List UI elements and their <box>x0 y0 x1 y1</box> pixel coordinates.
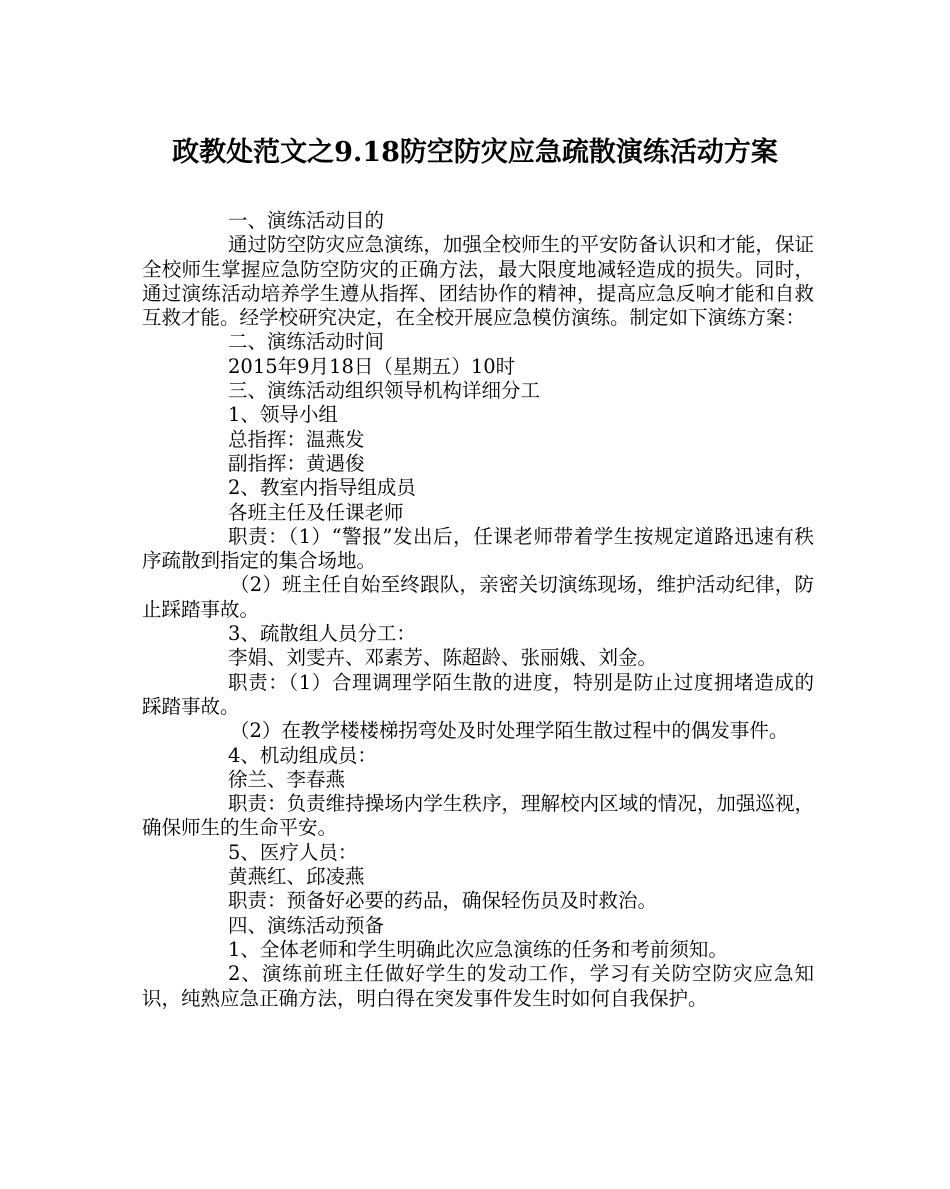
paragraph-time: 2015年9月18日（星期五）10时 <box>228 354 516 378</box>
paragraph-preparation-1: 1、全体老师和学生明确此次应急演练的任务和考前须知。 <box>228 937 728 961</box>
paragraph-classroom-duty-1: 职责：（1）“警报”发出后，任课老师带着学生按规定道路迅速有秩序疏散到指定的集合场地。 <box>142 524 814 573</box>
paragraph-mobile-duty: 职责：负责维持操场内学生秩序，理解校内区域的情况，加强巡视，确保师生的生命平安。 <box>142 792 814 840</box>
paragraph-deputy-commander: 副指挥：黄遇俊 <box>228 451 365 475</box>
paragraph-medical-members: 黄燕红、邱凌燕 <box>228 865 365 889</box>
paragraph-classroom-members: 各班主任及任课老师 <box>228 500 404 524</box>
paragraph-purpose: 通过防空防灾应急演练，加强全校师生的平安防备认识和才能，保证全校师生掌握应急防空防灾的正确方法，最大限度地减轻造成的损失。同时，通过演练活动培养学生遵从指挥、团结协作的精神，提高应急反响才能和自救互救才能。经学校研究决定，在全校开展应急模仿演练。制定如下演练方案： <box>142 233 814 330</box>
subheading-classroom-group: 2、教室内指导组成员 <box>228 476 416 500</box>
subheading-mobile-group: 4、机动组成员： <box>228 743 377 767</box>
paragraph-evacuation-members: 李娟、刘雯卉、邓素芳、陈超龄、张丽娥、刘金。 <box>228 646 658 670</box>
document-body <box>142 209 814 1011</box>
subheading-leadership: 1、领导小组 <box>228 403 338 427</box>
subheading-medical: 5、医疗人员： <box>228 840 358 864</box>
section-heading-time: 二、演练活动时间 <box>228 330 385 354</box>
document-title: 政教处范文之9.18防空防灾应急疏散演练活动方案 <box>172 137 778 168</box>
paragraph-evacuation-duty-2: （2）在教学楼楼梯拐弯处及时处理学陌生散过程中的偶发事件。 <box>230 719 789 743</box>
subheading-evacuation-group: 3、疏散组人员分工： <box>228 622 416 646</box>
section-heading-preparation: 四、演练活动预备 <box>228 913 385 937</box>
paragraph-commander: 总指挥：温燕发 <box>228 427 365 451</box>
paragraph-medical-duty: 职责：预备好必要的药品，确保轻伤员及时救治。 <box>228 889 658 913</box>
section-heading-purpose: 一、演练活动目的 <box>228 209 385 232</box>
paragraph-classroom-duty-2: （2）班主任自始至终跟队，亲密关切演练现场，维护活动纪律，防止踩踏事故。 <box>142 573 814 621</box>
paragraph-mobile-members: 徐兰、李春燕 <box>228 767 346 791</box>
section-heading-organization: 三、演练活动组织领导机构详细分工 <box>228 379 541 403</box>
paragraph-preparation-2: 2、演练前班主任做好学生的发动工作，学习有关防空防灾应急知识，纯熟应急正确方法，明白得在突发事件发生时如何自我保护。 <box>142 962 814 1010</box>
paragraph-evacuation-duty-1: 职责：（1）合理调理学陌生散的进度，特别是防止过度拥堵造成的踩踏事故。 <box>142 670 814 718</box>
